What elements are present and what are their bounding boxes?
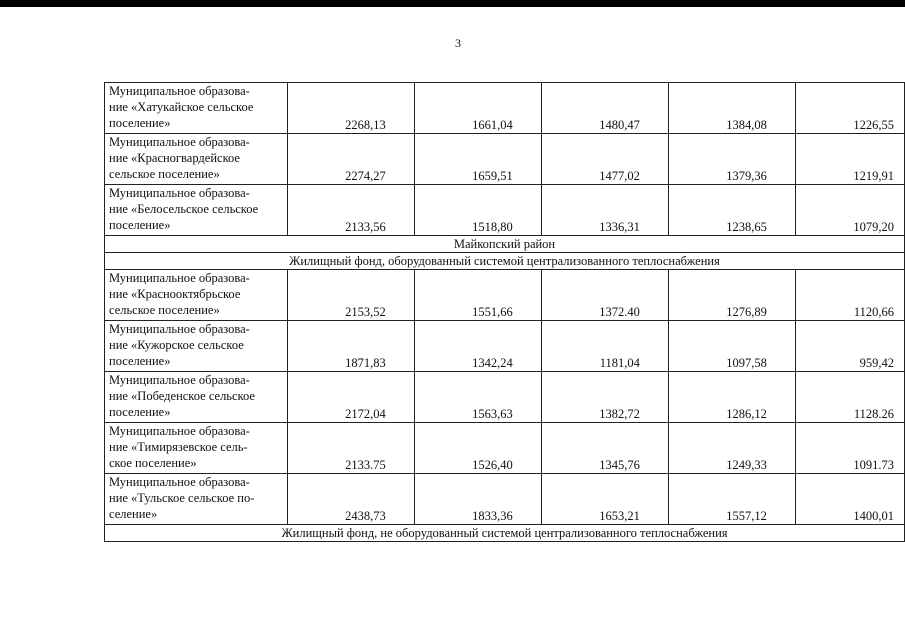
municipality-name-line: поселение» [109, 405, 171, 419]
tariff-value: 2274,27 [287, 134, 414, 185]
tariff-value: 1659,51 [414, 134, 541, 185]
municipality-name [105, 83, 288, 134]
tariff-value: 2172,04 [287, 372, 414, 423]
tariff-value: 1563,63 [414, 372, 541, 423]
municipality-name-line: сельское поселение» [109, 303, 220, 317]
tariff-value: 1871,83 [287, 321, 414, 372]
section-header-row [105, 253, 905, 270]
tariff-value: 2133,56 [287, 185, 414, 236]
municipality-name-line: ние «Краснооктябрьское [109, 287, 241, 301]
tariff-value: 1079,20 [795, 185, 904, 236]
tariff-value: 1238,65 [668, 185, 795, 236]
tariff-value: 1097,58 [668, 321, 795, 372]
tariff-value: 2153,52 [287, 270, 414, 321]
municipality-name-line: Муниципальное образова- [109, 135, 250, 149]
table-row [105, 270, 905, 321]
municipality-name-line: ние «Тимирязевское сель- [109, 440, 248, 454]
tariff-table [104, 82, 905, 542]
municipality-name [105, 372, 288, 423]
table-row [105, 185, 905, 236]
tariff-value: 1379,36 [668, 134, 795, 185]
tariff-value: 1518,80 [414, 185, 541, 236]
tariff-value: 959,42 [795, 321, 904, 372]
municipality-name-line: поселение» [109, 116, 171, 130]
table-row [105, 321, 905, 372]
tariff-value: 1526,40 [414, 423, 541, 474]
municipality-name-line: Муниципальное образова- [109, 186, 250, 200]
municipality-name-line: ние «Тульское сельское по- [109, 491, 255, 505]
section-header: Жилищный фонд, не оборудованный системой централизованного теплоснабжения [105, 525, 905, 542]
municipality-name-line: селение» [109, 507, 158, 521]
tariff-value: 1480,47 [541, 83, 668, 134]
tariff-value: 1833,36 [414, 474, 541, 525]
municipality-name-line: Муниципальное образова- [109, 475, 250, 489]
tariff-value: 1477,02 [541, 134, 668, 185]
table-row [105, 372, 905, 423]
table-row [105, 423, 905, 474]
municipality-name [105, 423, 288, 474]
municipality-name [105, 474, 288, 525]
tariff-value: 1219,91 [795, 134, 904, 185]
tariff-value: 1551,66 [414, 270, 541, 321]
tariff-value: 1372.40 [541, 270, 668, 321]
municipality-name-line: ние «Белосельское сельское [109, 202, 259, 216]
municipality-name-line: поселение» [109, 354, 171, 368]
section-header: Жилищный фонд, оборудованный системой централизованного теплоснабжения [105, 253, 905, 270]
tariff-value: 1286,12 [668, 372, 795, 423]
municipality-name [105, 185, 288, 236]
municipality-name-line: сельское поселение» [109, 167, 220, 181]
tariff-value: 1384,08 [668, 83, 795, 134]
tariff-value: 2133.75 [287, 423, 414, 474]
page-number: 3 [455, 36, 461, 50]
tariff-value: 2268,13 [287, 83, 414, 134]
municipality-name-line: ние «Красногвардейское [109, 151, 240, 165]
tariff-value: 1128.26 [795, 372, 904, 423]
municipality-name-line: поселение» [109, 218, 171, 232]
municipality-name [105, 270, 288, 321]
tariff-value: 2438,73 [287, 474, 414, 525]
section-header: Майкопский район [105, 236, 905, 253]
tariff-value: 1181,04 [541, 321, 668, 372]
tariff-value: 1226,55 [795, 83, 904, 134]
table-row [105, 134, 905, 185]
tariff-value: 1342,24 [414, 321, 541, 372]
table-row [105, 474, 905, 525]
municipality-name-line: Муниципальное образова- [109, 322, 250, 336]
scan-top-border [0, 0, 905, 7]
municipality-name [105, 321, 288, 372]
municipality-name-line: Муниципальное образова- [109, 424, 250, 438]
tariff-value: 1557,12 [668, 474, 795, 525]
tariff-value: 1382,72 [541, 372, 668, 423]
municipality-name-line: ние «Хатукайское сельское [109, 100, 254, 114]
table-row [105, 83, 905, 134]
municipality-name-line: Муниципальное образова- [109, 373, 250, 387]
tariff-value: 1249,33 [668, 423, 795, 474]
tariff-value: 1345,76 [541, 423, 668, 474]
municipality-name-line: ние «Победенское сельское [109, 389, 255, 403]
section-header-row [105, 525, 905, 542]
tariff-value: 1276,89 [668, 270, 795, 321]
tariff-value: 1091.73 [795, 423, 904, 474]
municipality-name-line: ское поселение» [109, 456, 197, 470]
tariff-value: 1336,31 [541, 185, 668, 236]
municipality-name-line: ние «Кужорское сельское [109, 338, 244, 352]
municipality-name-line: Муниципальное образова- [109, 84, 250, 98]
municipality-name-line: Муниципальное образова- [109, 271, 250, 285]
tariff-value: 1120,66 [795, 270, 904, 321]
municipality-name [105, 134, 288, 185]
section-header-row [105, 236, 905, 253]
tariff-value: 1653,21 [541, 474, 668, 525]
tariff-value: 1661,04 [414, 83, 541, 134]
tariff-value: 1400,01 [795, 474, 904, 525]
